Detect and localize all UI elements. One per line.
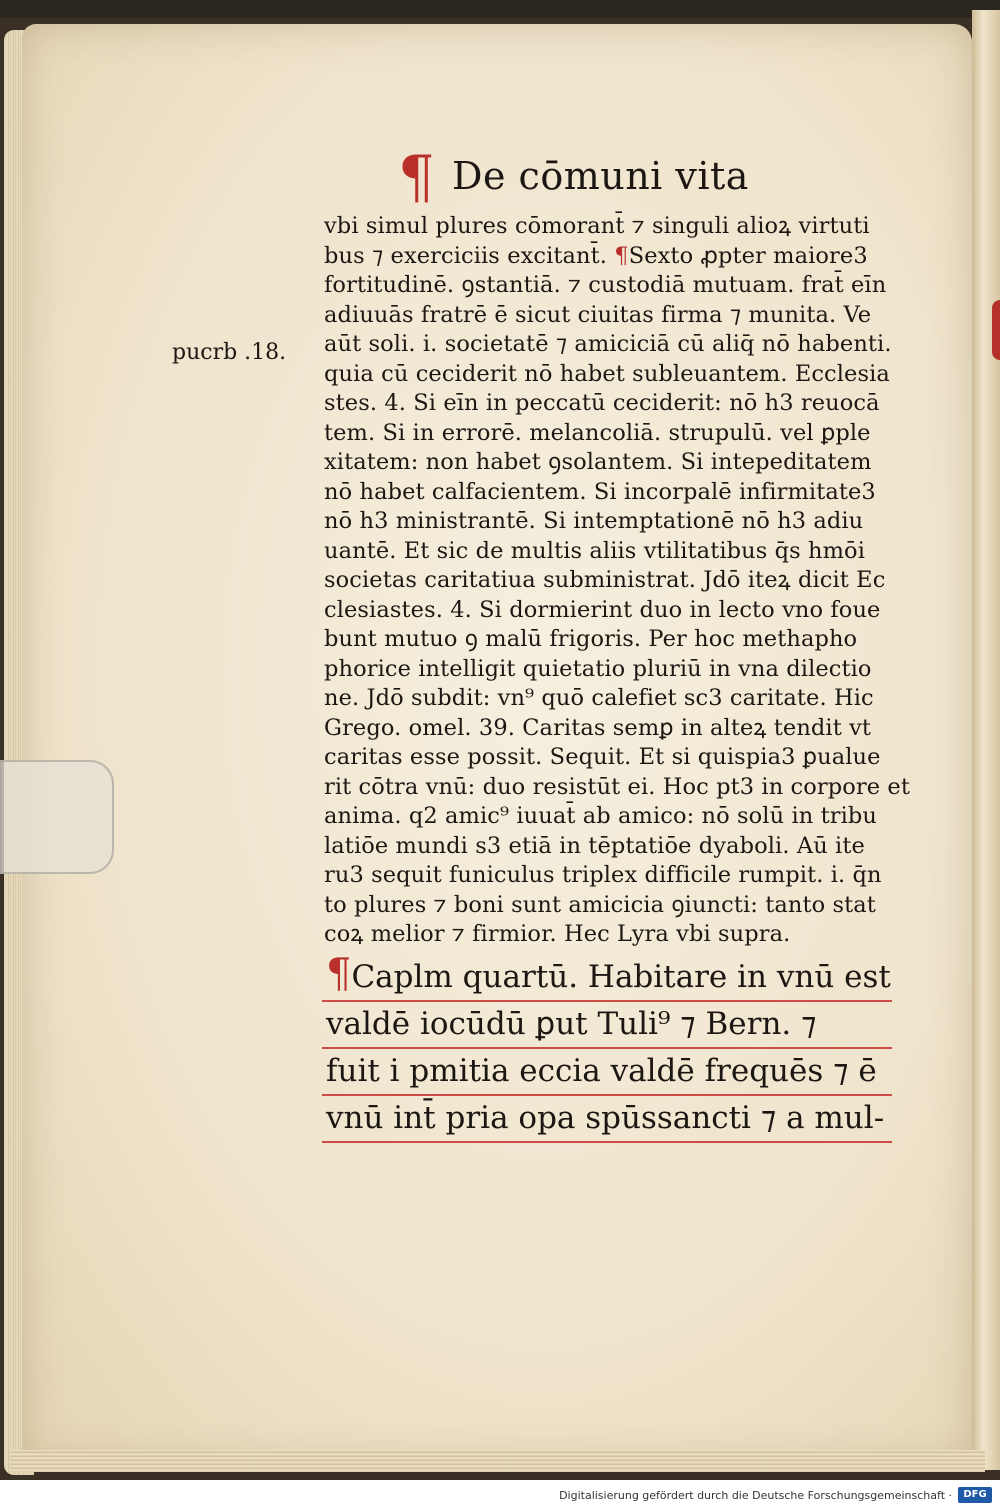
red-tab-mark <box>992 300 1000 360</box>
paragraph-mark-icon: ¶ <box>398 143 436 211</box>
bottom-page-edges <box>10 1450 985 1472</box>
paragraph-mark-icon: ¶ <box>614 242 629 269</box>
chapter-line <box>322 952 892 1002</box>
text-line: tem. Si in errorē. melancoliā. strupulū. vel ꝑple <box>324 419 871 446</box>
text-line <box>324 242 889 272</box>
chapter-line-text: Caplm quartū. Habitare in vnū est <box>351 959 891 995</box>
footer-credit: Digitalisierung gefördert durch die Deutsche Forschungsgemeinschaft · <box>559 1489 952 1502</box>
text-line: xitatem: non habet ꝯsolantem. Si intepeditatem <box>324 449 872 475</box>
running-head-title: De cōmuni vita <box>452 154 749 198</box>
text-line: phorice intelligit quietatio pluriū in vna dilectio <box>324 655 872 682</box>
text-line: nō habet calfacientem. Si incorpalē infirmitate3 <box>324 478 876 505</box>
page-clip <box>0 760 114 874</box>
chapter-line: vnū int̄ pria opa spūssancti ⁊ a mul- <box>322 1096 892 1143</box>
text-line: uantē. Et sic de multis aliis vtilitatibus q̄s hmōi <box>324 537 866 564</box>
text-line: adiuuās fratrē ē sicut ciuitas firma ⁊ munita. Ve <box>324 301 872 328</box>
chapter-line: fuit i pmitia eccia valdē frequēs ⁊ ē <box>322 1049 892 1096</box>
text-line: Grego. omel. 39. Caritas semꝑ in alteꝝ tendit vt <box>324 714 872 741</box>
text-line: aūt soli. i. societatē ⁊ amiciciā cū aliq̄ nō habenti. <box>324 331 892 357</box>
footer-bar <box>0 1480 1000 1508</box>
text-line: coꝝ melior ⁊ firmior. Hec Lyra vbi supra. <box>324 921 791 947</box>
text-line-part: Sexto ꝓpter maiore3 <box>628 242 868 269</box>
text-line: latiōe mundi s3 etiā in tēptatiōe dyaboli. Aū ite <box>324 832 865 859</box>
text-line-part: bus ⁊ exerciciis excitant̄. <box>324 242 615 269</box>
right-page-edge <box>972 10 1000 1470</box>
text-line: stes. 4. Si eīn in peccatū ceciderit: nō h3 reuocā <box>324 390 880 416</box>
running-head <box>398 140 749 211</box>
text-line: anima. q2 amic⁹ iuuat̄ ab amico: nō solū in tribu <box>324 803 877 829</box>
paragraph-mark-icon: ¶ <box>326 951 352 997</box>
text-line: fortitudinē. ꝯstantiā. ⁊ custodiā mutuam. frat̄ eīn <box>324 272 887 298</box>
text-line: to plures ⁊ boni sunt amicicia ꝯiuncti: tanto stat <box>324 891 876 918</box>
text-line: bunt mutuo ꝯ malū frigoris. Per hoc methapho <box>324 626 858 652</box>
dfg-logo-icon[interactable]: DFG <box>958 1487 992 1503</box>
text-line: clesiastes. 4. Si dormierint duo in lecto vno foue <box>324 596 881 623</box>
chapter-heading <box>322 952 892 1143</box>
text-line: societas caritatiua subministrat. Jdō iteꝝ dicit Ec <box>324 567 886 593</box>
text-line: nō h3 ministrantē. Si intemptationē nō h3 adiu <box>324 508 864 534</box>
chapter-line: valdē iocūdū ꝑut Tuli⁹ ⁊ Bern. ⁊ <box>322 1002 892 1049</box>
text-line: ne. Jdō subdit: vn⁹ quō calefiet sc3 caritate. Hic <box>324 685 874 711</box>
text-line: ru3 sequit funiculus triplex difficile rumpit. i. q̄n <box>324 862 882 888</box>
text-line: vbi simul plures cōmorant̄ ⁊ singuli alioꝝ virtuti <box>324 213 870 239</box>
text-line: rit cōtra vnū: duo resistūt ei. Hoc pt3 in corpore et <box>324 773 910 800</box>
margin-note: pucrb .18. <box>172 340 287 365</box>
text-line: caritas esse possit. Sequit. Et si quispia3 ꝑualue <box>324 744 881 770</box>
text-line: quia cū ceciderit nō habet subleuantem. Ecclesia <box>324 360 890 387</box>
main-text <box>324 212 910 950</box>
